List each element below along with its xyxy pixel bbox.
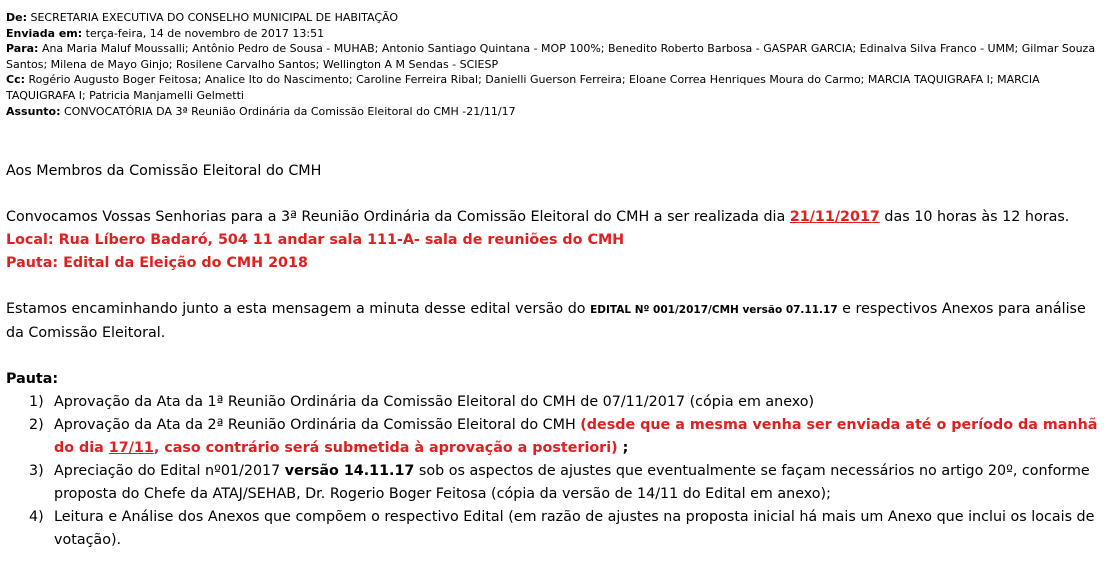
convocation-paragraph <box>6 206 1102 229</box>
meeting-date: 21/11/2017 <box>789 209 880 225</box>
item-condition-2: , caso contrário será submetida à aprovação a posteriori) <box>153 440 618 456</box>
attachment-text-1: Estamos encaminhando junto a esta mensagem a minuta desse edital versão do <box>6 301 591 317</box>
email-header <box>6 10 1102 119</box>
spacer <box>6 183 1102 206</box>
item-text: Leitura e Análise dos Anexos que compõem o respectivo Edital (em razão de ajustes na proposta inicial há mais um Anexo que inclui os locais de votação). <box>54 509 1095 548</box>
item-end: ; <box>617 440 629 456</box>
item-text: Aprovação da Ata da 2ª Reunião Ordinária da Comissão Eleitoral do CMH <box>54 417 581 433</box>
item-number: 2) <box>29 417 44 433</box>
list-item <box>6 414 1102 460</box>
email-body <box>6 160 1102 552</box>
item-number: 4) <box>29 509 44 525</box>
subject-row <box>6 104 1102 120</box>
item-condition-1: (desde que a mesma venha ser enviada até o período da manhã do dia <box>54 417 1098 456</box>
list-item <box>6 460 1102 506</box>
cc-value: Rogério Augusto Boger Feitosa; Analice Ito do Nascimento; Caroline Ferreira Ribal; Danielli Guerson Ferreira; Eloane Correa Henriques Moura do Carmo; MARCIA TAQUIGRAFA I; MARCIA TAQUIGRAFA I; Patricia Manjamelli Gelmetti <box>6 73 1040 102</box>
subject-value: CONVOCATÓRIA DA 3ª Reunião Ordinária da Comissão Eleitoral do CMH -21/11/17 <box>63 104 516 118</box>
agenda-list <box>6 391 1102 552</box>
list-item <box>6 506 1102 552</box>
sent-label: Enviada em: <box>6 26 83 40</box>
agenda-heading: Pauta: <box>6 371 59 387</box>
item-version: versão 14.11.17 <box>284 463 415 479</box>
item-number: 1) <box>29 394 44 410</box>
item-condition-date: 17/11 <box>108 440 154 456</box>
cc-row <box>6 72 1102 103</box>
sent-row <box>6 26 1102 42</box>
spacer <box>6 275 1102 298</box>
item-text-2: sob os aspectos de ajustes que eventualmente se façam necessários no artigo 20º, conforme proposta do Chefe da ATAJ/SEHAB, Dr. Rogerio Boger Feitosa (cópia da versão de 14/11 do Edital em anexo); <box>54 463 1090 502</box>
from-row <box>6 10 1102 26</box>
to-row <box>6 41 1102 72</box>
subject-label: Assunto: <box>6 104 61 118</box>
list-item <box>6 391 1102 414</box>
attachment-paragraph <box>6 298 1102 345</box>
meeting-location: Local: Rua Líbero Badaró, 504 11 andar sala 111-A- sala de reuniões do CMH <box>6 232 625 248</box>
item-number: 3) <box>29 463 44 479</box>
from-label: De: <box>6 11 27 24</box>
meeting-agenda-summary: Pauta: Edital da Eleição do CMH 2018 <box>6 255 308 271</box>
item-text: Apreciação do Edital nº01/2017 <box>54 463 285 479</box>
to-value: Ana Maria Maluf Moussalli; Antônio Pedro de Sousa - MUHAB; Antonio Santiago Quintana - MOP 100%; Benedito Roberto Barbosa - GASPAR GARCIA; Edinalva Silva Franco - UMM; Gilmar Souza Santos; Milena de Mayo Ginjo; Rosilene Carvalho Santos; Wellington A M Sendas - SCIESP <box>6 42 1096 71</box>
from-value: SECRETARIA EXECUTIVA DO CONSELHO MUNICIPAL DE HABITAÇÃO <box>30 11 399 24</box>
item-text: Aprovação da Ata da 1ª Reunião Ordinária da Comissão Eleitoral do CMH de 07/11/2017 (cópia em anexo) <box>54 394 815 410</box>
to-label: Para: <box>6 42 39 56</box>
spacer <box>6 345 1102 368</box>
edital-reference: EDITAL Nº 001/2017/CMH versão 07.11.17 <box>590 304 838 316</box>
convocation-text-1: Convocamos Vossas Senhorias para a 3ª Reunião Ordinária da Comissão Eleitoral do CMH a ser realizada dia <box>6 209 790 225</box>
attachment-text-2: e respectivos Anexos para análise da Comissão Eleitoral. <box>6 301 1086 341</box>
cc-label: Cc: <box>6 73 25 87</box>
greeting: Aos Membros da Comissão Eleitoral do CMH <box>6 163 322 179</box>
convocation-text-2: das 10 horas às 12 horas. <box>879 209 1070 225</box>
sent-value: terça-feira, 14 de novembro de 2017 13:51 <box>85 26 325 40</box>
